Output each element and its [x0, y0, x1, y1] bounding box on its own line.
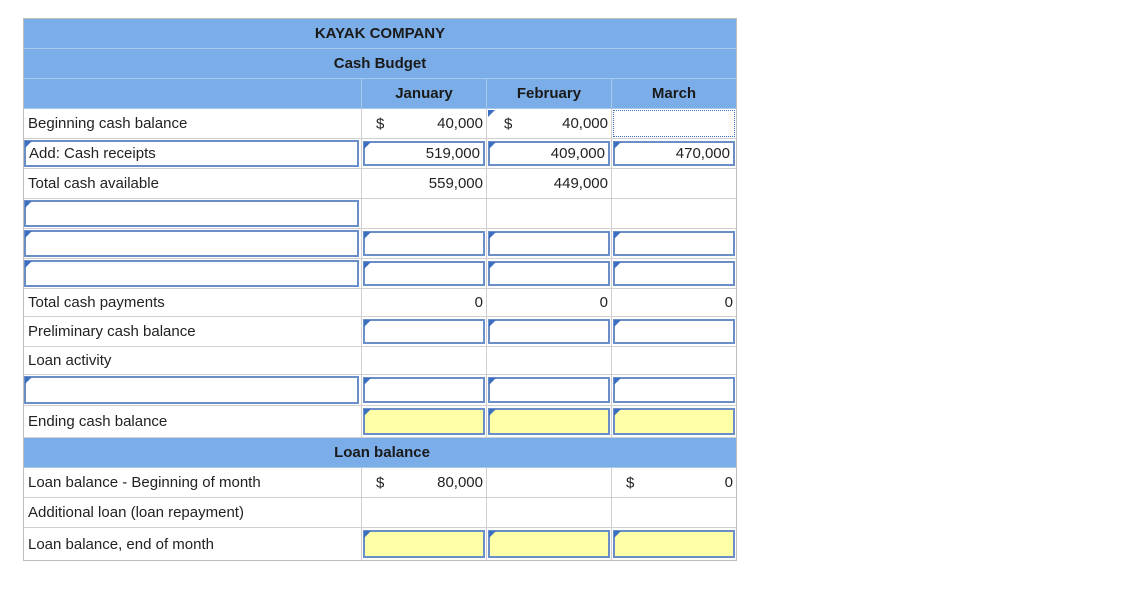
- input-marker-icon: [364, 232, 371, 239]
- preliminary-mar-input[interactable]: [613, 319, 735, 344]
- row-loan-activity: [24, 347, 736, 375]
- loan-end-feb-cell[interactable]: [486, 528, 611, 560]
- row-additional-loan: [24, 498, 736, 528]
- ending-mar-cell[interactable]: [611, 406, 736, 437]
- loan-begin-jan-cell: [361, 468, 486, 497]
- loan-end-jan-input[interactable]: [363, 530, 485, 558]
- blank2-jan-input[interactable]: [363, 231, 485, 256]
- input-marker-icon: [488, 110, 495, 117]
- blank2-mar-input[interactable]: [613, 231, 735, 256]
- additional-feb-value: [486, 498, 611, 527]
- receipts-mar-input[interactable]: [613, 141, 735, 166]
- blank3-feb-input[interactable]: [488, 261, 610, 286]
- input-marker-icon: [614, 320, 621, 327]
- row-blank-1: [24, 199, 736, 229]
- input-marker-icon: [614, 262, 621, 269]
- input-marker-icon: [364, 531, 371, 538]
- row-label: Total cash payments: [28, 294, 165, 311]
- row-label: Preliminary cash balance: [28, 323, 196, 340]
- blank2-feb-cell[interactable]: [486, 229, 611, 258]
- input-marker-icon: [489, 262, 496, 269]
- input-marker-icon: [614, 531, 621, 538]
- row-cash-receipts: [24, 139, 736, 169]
- payments-jan-value: 0: [361, 289, 486, 316]
- row-loan-end: [24, 528, 736, 560]
- row-beginning-cash: [24, 109, 736, 139]
- dollar-sign: $: [626, 474, 635, 491]
- blank1-feb-cell: [486, 199, 611, 228]
- preliminary-feb-input[interactable]: [488, 319, 610, 344]
- ending-jan-input[interactable]: [363, 408, 485, 435]
- blank4-mar-input[interactable]: [613, 377, 735, 403]
- loan-begin-feb-value: [486, 468, 611, 497]
- budget-title: Cash Budget: [333, 55, 427, 72]
- input-marker-icon: [364, 262, 371, 269]
- loan-begin-jan-value: 80,000: [437, 474, 483, 491]
- input-marker-icon: [489, 232, 496, 239]
- month-header-row: [24, 79, 736, 109]
- loan-end-feb-input[interactable]: [488, 530, 610, 558]
- blank4-feb-input[interactable]: [488, 377, 610, 403]
- blank4-jan-input[interactable]: [363, 377, 485, 403]
- ending-mar-input[interactable]: [613, 408, 735, 435]
- loan-end-mar-cell[interactable]: [611, 528, 736, 560]
- input-marker-icon: [614, 409, 621, 416]
- input-marker-icon: [614, 232, 621, 239]
- row-blank-2: [24, 229, 736, 259]
- beginning-feb-cell: [486, 109, 611, 138]
- available-mar-value: [611, 169, 736, 198]
- input-marker-icon: [25, 141, 32, 148]
- column-february: February: [486, 79, 611, 108]
- input-marker-icon: [364, 142, 371, 149]
- row-total-payments: [24, 289, 736, 317]
- blank4-mar-cell[interactable]: [611, 375, 736, 405]
- ending-jan-cell[interactable]: [361, 406, 486, 437]
- blank3-mar-input[interactable]: [613, 261, 735, 286]
- preliminary-mar-cell[interactable]: [611, 317, 736, 346]
- available-jan-value: 559,000: [361, 169, 486, 198]
- dollar-sign: $: [376, 474, 385, 491]
- loan-end-mar-input[interactable]: [613, 530, 735, 558]
- input-marker-icon: [489, 378, 496, 385]
- input-marker-icon: [489, 142, 496, 149]
- blank1-jan-cell: [361, 199, 486, 228]
- available-feb-value: 449,000: [486, 169, 611, 198]
- loan-balance-header: [24, 438, 736, 468]
- receipts-jan-value: 519,000: [425, 145, 480, 162]
- blank3-label-input[interactable]: [24, 260, 359, 287]
- ending-feb-cell[interactable]: [486, 406, 611, 437]
- row-label: Loan balance - Beginning of month: [28, 474, 261, 491]
- receipts-feb-input[interactable]: [488, 141, 610, 166]
- cash-budget-sheet: [23, 18, 737, 561]
- blank3-jan-input[interactable]: [363, 261, 485, 286]
- blank4-label-input[interactable]: [24, 376, 359, 404]
- dollar-sign: $: [504, 115, 513, 132]
- blank3-feb-cell[interactable]: [486, 259, 611, 288]
- row-preliminary-balance: [24, 317, 736, 347]
- company-header: [24, 19, 736, 49]
- input-marker-icon: [489, 409, 496, 416]
- blank4-feb-cell[interactable]: [486, 375, 611, 405]
- row-label: Ending cash balance: [28, 413, 168, 430]
- receipts-feb-value: 409,000: [550, 145, 605, 162]
- receipts-feb-cell[interactable]: [486, 139, 611, 168]
- ending-feb-input[interactable]: [488, 408, 610, 435]
- blank3-mar-cell[interactable]: [611, 259, 736, 288]
- payments-mar-value: 0: [611, 289, 736, 316]
- blank2-mar-cell[interactable]: [611, 229, 736, 258]
- dollar-sign: $: [376, 115, 385, 132]
- row-total-available: [24, 169, 736, 199]
- blank2-feb-input[interactable]: [488, 231, 610, 256]
- loan-balance-title: Loan balance: [334, 444, 430, 461]
- input-marker-icon: [364, 378, 371, 385]
- blank1-mar-cell: [611, 199, 736, 228]
- receipts-jan-cell[interactable]: [361, 139, 486, 168]
- receipts-jan-input[interactable]: [363, 141, 485, 166]
- loan-activity-jan-cell: [361, 347, 486, 374]
- row-label: Total cash available: [28, 175, 159, 192]
- payments-feb-value: 0: [486, 289, 611, 316]
- input-marker-icon: [364, 320, 371, 327]
- blank1-label-input[interactable]: [24, 200, 359, 227]
- preliminary-feb-cell[interactable]: [486, 317, 611, 346]
- blank2-jan-cell[interactable]: [361, 229, 486, 258]
- preliminary-jan-input[interactable]: [363, 319, 485, 344]
- row-label: Loan activity: [28, 352, 112, 369]
- preliminary-jan-cell[interactable]: [361, 317, 486, 346]
- input-marker-icon: [489, 531, 496, 538]
- input-marker-icon: [489, 320, 496, 327]
- receipts-mar-cell[interactable]: [611, 139, 736, 168]
- input-marker-icon: [25, 261, 32, 268]
- loan-end-jan-cell[interactable]: [361, 528, 486, 560]
- input-marker-icon: [25, 201, 32, 208]
- beginning-mar-input[interactable]: [613, 110, 735, 137]
- beginning-jan-cell: [361, 109, 486, 138]
- loan-begin-mar-value: 0: [724, 474, 733, 491]
- blank4-jan-cell[interactable]: [361, 375, 486, 405]
- additional-jan-value: [361, 498, 486, 527]
- beginning-mar-cell[interactable]: [611, 109, 736, 138]
- receipts-mar-value: 470,000: [675, 145, 730, 162]
- beginning-feb-value: 40,000: [562, 115, 608, 132]
- row-label: Add: Cash receipts: [29, 145, 156, 162]
- row-ending-balance: [24, 406, 736, 438]
- input-marker-icon: [25, 231, 32, 238]
- column-march: March: [611, 79, 736, 108]
- input-marker-icon: [614, 378, 621, 385]
- row-label: Beginning cash balance: [28, 115, 188, 132]
- input-marker-icon: [614, 142, 621, 149]
- blank3-jan-cell[interactable]: [361, 259, 486, 288]
- loan-activity-feb-cell: [486, 347, 611, 374]
- additional-mar-value: [611, 498, 736, 527]
- company-name: KAYAK COMPANY: [314, 25, 446, 42]
- input-marker-icon: [25, 377, 32, 384]
- loan-activity-mar-cell: [611, 347, 736, 374]
- row-loan-begin: [24, 468, 736, 498]
- receipts-label-input[interactable]: [24, 140, 359, 167]
- row-label: Loan balance, end of month: [28, 535, 214, 553]
- beginning-jan-value: 40,000: [437, 115, 483, 132]
- input-marker-icon: [364, 409, 371, 416]
- row-blank-4: [24, 375, 736, 406]
- loan-begin-mar-cell: [611, 468, 736, 497]
- budget-header: [24, 49, 736, 79]
- column-january: January: [361, 79, 486, 108]
- row-blank-3: [24, 259, 736, 289]
- blank2-label-input[interactable]: [24, 230, 359, 257]
- row-label: Additional loan (loan repayment): [28, 504, 244, 521]
